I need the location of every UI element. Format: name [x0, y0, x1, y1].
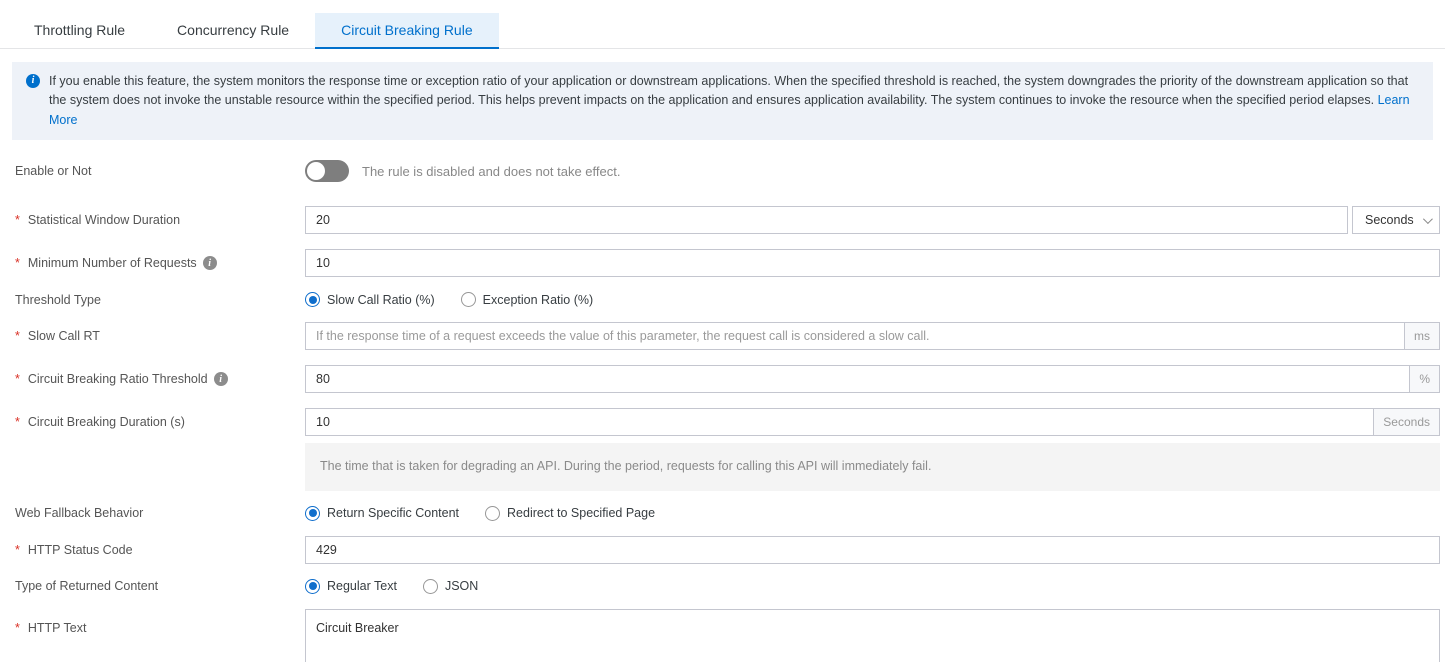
required-mark: *	[15, 620, 20, 635]
row-minimum-number-of-requests	[15, 249, 1440, 277]
duration-label-text: Circuit Breaking Duration (s)	[27, 415, 185, 430]
row-circuit-breaking-ratio-threshold	[15, 365, 1440, 393]
web-fallback-label	[15, 506, 305, 520]
info-banner-text: If you enable this feature, the system monitors the response time or exception ratio of your application or downstream applications. When the specified threshold is reached, the system downgrades the priority of the downstream application so that the system does not invoke the unstable resource within the specified period. This helps prevent impacts on the application and ensures application availability. The system continues to invoke the resource when the specified period elapses.	[49, 74, 1409, 108]
row-type-of-returned-content	[15, 579, 1440, 594]
duration-control	[305, 408, 1440, 436]
enable-control	[305, 160, 1440, 182]
radio-redirect-to-specified-page[interactable]	[485, 506, 655, 521]
statistical-window-label-text: Statistical Window Duration	[27, 213, 181, 228]
duration-label	[15, 415, 305, 429]
statistical-window-control	[305, 206, 1440, 234]
radio-selected-icon	[305, 579, 320, 594]
radio-selected-icon	[305, 506, 320, 521]
http-text-control	[305, 609, 1440, 662]
required-mark: *	[15, 415, 20, 430]
http-status-input[interactable]	[305, 536, 1440, 564]
statistical-window-input[interactable]	[305, 206, 1348, 234]
http-text-textarea[interactable]	[305, 609, 1440, 662]
ratio-threshold-control	[305, 365, 1440, 393]
learn-more-link[interactable]: Learn More	[49, 93, 1410, 127]
info-banner-body	[49, 72, 1417, 130]
radio-label: Exception Ratio (%)	[482, 292, 594, 307]
radio-label: Redirect to Specified Page	[507, 506, 656, 521]
radio-slow-call-ratio[interactable]	[305, 292, 435, 307]
required-mark: *	[15, 256, 20, 271]
row-statistical-window-duration	[15, 206, 1440, 234]
threshold-type-label-text: Threshold Type	[15, 292, 101, 307]
slow-call-rt-control	[305, 322, 1440, 350]
row-web-fallback-behavior	[15, 506, 1440, 521]
info-icon: i	[26, 74, 40, 88]
required-mark: *	[15, 542, 20, 557]
radio-selected-icon	[305, 292, 320, 307]
statistical-window-label	[15, 213, 305, 227]
ratio-threshold-unit: %	[1409, 365, 1440, 393]
duration-input[interactable]	[305, 408, 1374, 436]
row-http-text	[15, 609, 1440, 662]
row-circuit-breaking-duration	[15, 408, 1440, 436]
radio-return-specific-content[interactable]	[305, 506, 459, 521]
duration-help-text: The time that is taken for degrading an API. During the period, requests for calling this API will immediately fail.	[305, 443, 1440, 491]
slow-call-rt-label	[15, 329, 305, 343]
row-threshold-type	[15, 292, 1440, 307]
required-mark: *	[15, 329, 20, 344]
rule-tabbar	[0, 13, 1445, 49]
required-mark: *	[15, 213, 20, 228]
ratio-threshold-input[interactable]	[305, 365, 1410, 393]
content-type-label-text: Type of Returned Content	[15, 579, 159, 594]
radio-regular-text[interactable]	[305, 579, 397, 594]
chevron-down-icon	[1423, 214, 1433, 224]
radio-label: JSON	[444, 579, 479, 594]
radio-label: Slow Call Ratio (%)	[327, 292, 435, 307]
row-http-status-code	[15, 536, 1440, 564]
ratio-threshold-label-text: Circuit Breaking Ratio Threshold	[27, 372, 208, 387]
min-requests-label-text: Minimum Number of Requests	[27, 256, 197, 271]
radio-exception-ratio[interactable]	[461, 292, 593, 307]
web-fallback-label-text: Web Fallback Behavior	[15, 506, 144, 521]
circuit-breaking-form	[0, 140, 1445, 662]
http-status-label	[15, 543, 305, 557]
min-requests-label	[15, 256, 305, 270]
tab-circuit-breaking-rule[interactable]: Circuit Breaking Rule	[315, 13, 499, 49]
required-mark: *	[15, 372, 20, 387]
http-status-control	[305, 536, 1440, 564]
statistical-window-unit-select[interactable]	[1352, 206, 1440, 234]
ratio-threshold-info-icon[interactable]: i	[214, 372, 228, 386]
ratio-threshold-label	[15, 372, 305, 386]
min-requests-input[interactable]	[305, 249, 1440, 277]
tab-throttling-rule[interactable]: Throttling Rule	[34, 22, 126, 38]
toggle-status-text: The rule is disabled and does not take effect.	[362, 163, 621, 179]
threshold-type-control	[305, 292, 1440, 307]
radio-unselected-icon	[461, 292, 476, 307]
slow-call-rt-label-text: Slow Call RT	[27, 329, 100, 344]
enable-label-text: Enable or Not	[15, 164, 92, 179]
duration-unit: Seconds	[1373, 408, 1440, 436]
http-text-label	[15, 609, 305, 635]
row-slow-call-rt	[15, 322, 1440, 350]
radio-unselected-icon	[423, 579, 438, 594]
radio-unselected-icon	[485, 506, 500, 521]
toggle-knob-icon	[307, 162, 325, 180]
enable-toggle[interactable]	[305, 160, 349, 182]
min-requests-control	[305, 249, 1440, 277]
threshold-type-label	[15, 293, 305, 307]
radio-json[interactable]	[423, 579, 478, 594]
radio-label: Return Specific Content	[327, 506, 460, 521]
unit-select-value: Seconds	[1365, 213, 1414, 228]
info-banner	[12, 62, 1433, 140]
web-fallback-control	[305, 506, 1440, 521]
slow-call-rt-input[interactable]	[305, 322, 1405, 350]
http-status-label-text: HTTP Status Code	[27, 542, 133, 557]
tab-concurrency-rule[interactable]: Concurrency Rule	[177, 22, 290, 38]
enable-label	[15, 164, 305, 178]
content-type-label	[15, 579, 305, 593]
http-text-label-text: HTTP Text	[27, 620, 87, 635]
slow-call-rt-unit: ms	[1404, 322, 1440, 350]
row-enable-or-not	[15, 160, 1440, 182]
radio-label: Regular Text	[327, 579, 397, 594]
content-type-control	[305, 579, 1440, 594]
min-requests-info-icon[interactable]: i	[203, 256, 217, 270]
